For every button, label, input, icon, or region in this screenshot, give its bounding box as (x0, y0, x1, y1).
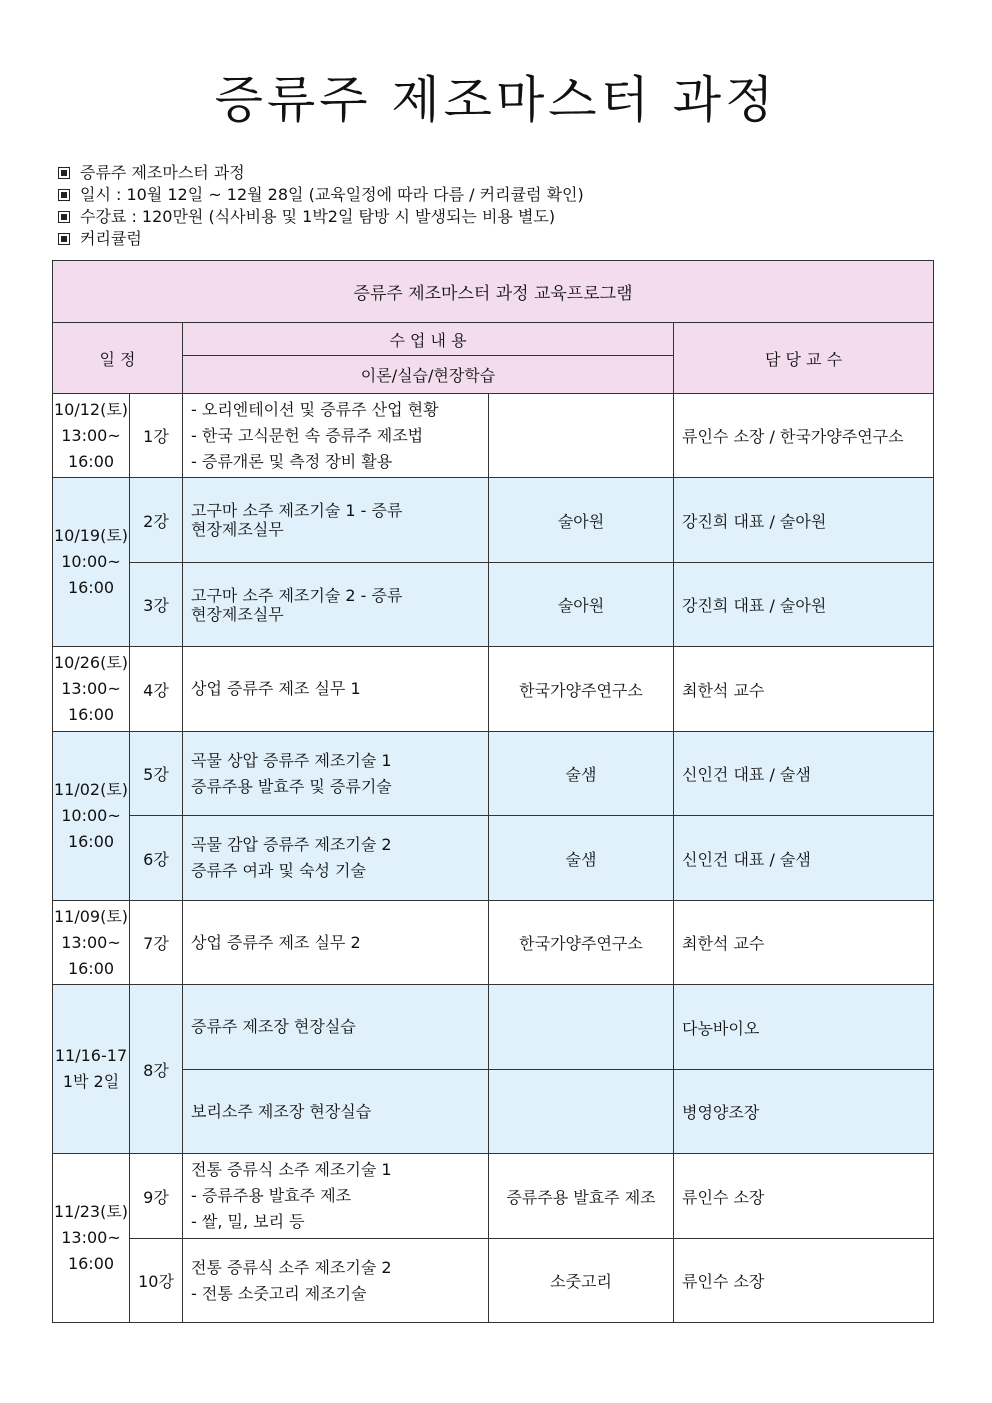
session-instructor: 다농바이오 (674, 985, 934, 1070)
session-number: 4강 (130, 647, 183, 732)
session-place: 소줏고리 (489, 1239, 674, 1323)
header-row (53, 323, 934, 356)
session-content: 전통 증류식 소주 제조기술 1 - 증류주용 발효주 제조 - 쌀, 밀, 보리 등 (183, 1154, 489, 1239)
square-bullet-icon (58, 189, 70, 201)
session-place: 한국가양주연구소 (489, 647, 674, 732)
session-place (489, 394, 674, 478)
session-instructor: 신인건 대표 / 술샘 (674, 816, 934, 901)
table-caption: 증류주 제조마스터 과정 교육프로그램 (53, 261, 934, 323)
info-text: 증류주 제조마스터 과정 (80, 163, 245, 182)
session-date: 11/23(토) 13:00~ 16:00 (53, 1154, 130, 1323)
session-instructor: 강진희 대표 / 술아원 (674, 563, 934, 647)
session-content: 증류주 제조장 현장실습 (183, 985, 489, 1070)
session-content: 보리소주 제조장 현장실습 (183, 1070, 489, 1154)
header-content-sub: 이론/실습/현장학습 (183, 356, 674, 394)
session-place: 술샘 (489, 732, 674, 816)
header-instructor: 담 당 교 수 (674, 323, 934, 394)
session-number: 6강 (130, 816, 183, 901)
session-place: 술아원 (489, 563, 674, 647)
info-item-course (55, 162, 584, 184)
info-text: 수강료 : 120만원 (식사비용 및 1박2일 탐방 시 발생되는 비용 별도) (80, 207, 556, 226)
session-instructor: 신인건 대표 / 술샘 (674, 732, 934, 816)
square-bullet-icon (58, 167, 70, 179)
session-instructor: 강진희 대표 / 술아원 (674, 478, 934, 563)
info-item-fee (55, 206, 584, 228)
header-content: 수 업 내 용 (183, 323, 674, 356)
session-place: 한국가양주연구소 (489, 901, 674, 985)
table-row (53, 732, 934, 816)
session-instructor: 최한석 교수 (674, 901, 934, 985)
session-content: 곡물 감압 증류주 제조기술 2 증류주 여과 및 숙성 기술 (183, 816, 489, 901)
table-row (53, 647, 934, 732)
session-content: 곡물 상압 증류주 제조기술 1 증류주용 발효주 및 증류기술 (183, 732, 489, 816)
session-date: 11/02(토) 10:00~ 16:00 (53, 732, 130, 901)
schedule-table (52, 260, 934, 1323)
info-list (55, 162, 584, 250)
session-place (489, 1070, 674, 1154)
table-row (53, 816, 934, 901)
table-row (53, 1239, 934, 1323)
info-text: 커리큘럼 (80, 229, 142, 248)
session-content: - 오리엔테이션 및 증류주 산업 현황 - 한국 고식문헌 속 증류주 제조법 - 증류개론 및 측정 장비 활용 (183, 394, 489, 478)
table-row (53, 394, 934, 478)
session-content: 고구마 소주 제조기술 2 - 증류 현장제조실무 (183, 563, 489, 647)
session-number: 5강 (130, 732, 183, 816)
session-number: 8강 (130, 985, 183, 1154)
page-title: 증류주 제조마스터 과정 (214, 71, 778, 129)
session-date: 11/16-17 1박 2일 (53, 985, 130, 1154)
table-row (53, 901, 934, 985)
session-content: 고구마 소주 제조기술 1 - 증류 현장제조실무 (183, 478, 489, 563)
square-bullet-icon (58, 211, 70, 223)
session-place: 술아원 (489, 478, 674, 563)
session-place: 술샘 (489, 816, 674, 901)
info-text: 일시 : 10월 12일 ~ 12월 28일 (교육일정에 따라 다름 / 커리큘럼 확인) (80, 185, 584, 204)
session-number: 9강 (130, 1154, 183, 1239)
table-row (53, 985, 934, 1070)
session-instructor: 최한석 교수 (674, 647, 934, 732)
session-content: 상업 증류주 제조 실무 1 (183, 647, 489, 732)
table-row (53, 478, 934, 563)
session-date: 10/19(토) 10:00~ 16:00 (53, 478, 130, 647)
session-number: 1강 (130, 394, 183, 478)
table-row (53, 1154, 934, 1239)
session-instructor: 류인수 소장 (674, 1154, 934, 1239)
session-date: 10/26(토) 13:00~ 16:00 (53, 647, 130, 732)
session-number: 7강 (130, 901, 183, 985)
header-schedule: 일 정 (53, 323, 183, 394)
session-place (489, 985, 674, 1070)
table-row (53, 563, 934, 647)
session-instructor: 류인수 소장 / 한국가양주연구소 (674, 394, 934, 478)
session-instructor: 병영양조장 (674, 1070, 934, 1154)
square-bullet-icon (58, 233, 70, 245)
session-content: 상업 증류주 제조 실무 2 (183, 901, 489, 985)
session-place: 증류주용 발효주 제조 (489, 1154, 674, 1239)
info-item-curriculum (55, 228, 584, 250)
session-date: 10/12(토) 13:00~ 16:00 (53, 394, 130, 478)
session-date: 11/09(토) 13:00~ 16:00 (53, 901, 130, 985)
session-instructor: 류인수 소장 (674, 1239, 934, 1323)
session-number: 10강 (130, 1239, 183, 1323)
session-content: 전통 증류식 소주 제조기술 2 - 전통 소줏고리 제조기술 (183, 1239, 489, 1323)
table-caption-row (53, 261, 934, 323)
table-row (53, 1070, 934, 1154)
info-item-dates (55, 184, 584, 206)
session-number: 2강 (130, 478, 183, 563)
session-number: 3강 (130, 563, 183, 647)
